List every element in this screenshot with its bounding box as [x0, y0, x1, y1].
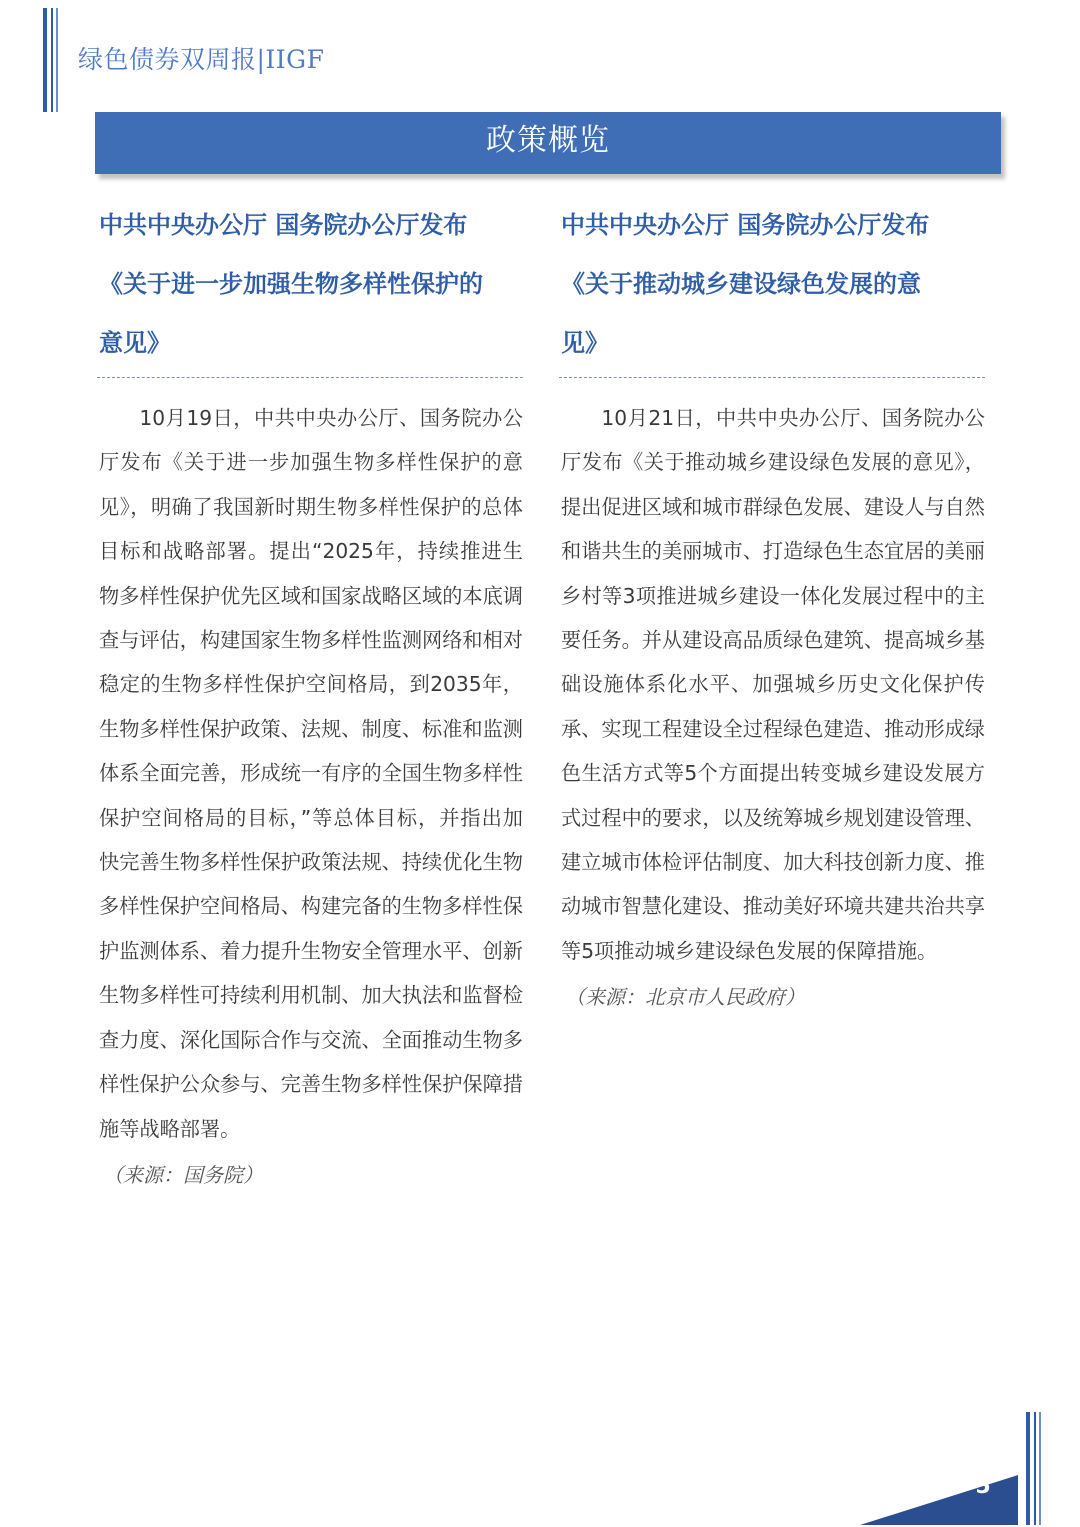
page-corner-decoration — [840, 1397, 1080, 1527]
article-source: （来源：北京市人民政府） — [565, 985, 805, 1010]
page-number: 5 — [975, 1474, 991, 1499]
article-source: （来源：国务院） — [103, 1162, 263, 1187]
headline-line: 中共中央办公厅 国务院办公厅发布 — [99, 211, 468, 239]
section-title: 政策概览 — [486, 123, 610, 158]
headline-line: 《关于推动城乡建设绿色发展的意 — [561, 270, 921, 298]
headline-line: 《关于进一步加强生物多样性保护的 — [99, 270, 483, 298]
publication-title: 绿色债券双周报|IIGF — [78, 45, 325, 74]
decoration-bar — [56, 8, 58, 112]
corner-bar — [1039, 1412, 1041, 1525]
headline-line: 中共中央办公厅 国务院办公厅发布 — [561, 211, 930, 239]
article-left — [97, 196, 523, 1197]
dashed-divider — [97, 377, 523, 378]
section-banner — [95, 112, 1001, 174]
article-right — [559, 196, 985, 1019]
article-body: 10月21日，中共中央办公厅、国务院办公厅发布《关于推动城乡建设绿色发展的意见》，提出促进区域和城市群绿色发展、建设人与自然和谐共生的美丽城市、打造绿色生态宜居的美丽乡村等3项推进城乡建设一体化发展过程中的主要任务。并从建设高品质绿色建筑、提高城乡基础设施体系化水平、加强城乡历史文化保护传承、实现工程建设全过程绿色建造、推动形成绿色生活方式等5个方面提出转变城乡建设发展方式过程中的要求，以及统筹城乡规划建设管理、建立城市体检评估制度、加大科技创新力度、推动城市智慧化建设、推动美好环境共建共治共享等5项推动城乡建设绿色发展的保障措施。 — [561, 406, 985, 963]
dashed-divider — [559, 377, 985, 378]
decoration-bar — [43, 8, 47, 112]
headline-line: 见》 — [561, 329, 609, 357]
header-decoration-bars — [43, 8, 63, 112]
corner-bar — [1034, 1412, 1036, 1525]
decoration-bar — [51, 8, 53, 112]
corner-bar — [1026, 1412, 1030, 1525]
article-headline — [559, 196, 985, 373]
headline-line: 意见》 — [99, 329, 171, 357]
article-headline — [97, 196, 523, 373]
article-body: 10月19日，中共中央办公厅、国务院办公厅发布《关于进一步加强生物多样性保护的意见》，明确了我国新时期生物多样性保护的总体目标和战略部署。提出“2025年，持续推进生物多样性保护优先区域和国家战略区域的本底调查与评估，构建国家生物多样性监测网络和相对稳定的生物多样性保护空间格局，到2035年，生物多样性保护政策、法规、制度、标准和监测体系全面完善，形成统一有序的全国生物多样性保护空间格局的目标，”等总体目标，并指出加快完善生物多样性保护政策法规、持续优化生物多样性保护空间格局、构建完备的生物多样性保护监测体系、着力提升生物安全管理水平、创新生物多样性可持续利用机制、加大执法和监督检查力度、深化国际合作与交流、全面推动生物多样性保护公众参与、完善生物多样性保护保障措施等战略部署。 — [99, 406, 523, 1141]
